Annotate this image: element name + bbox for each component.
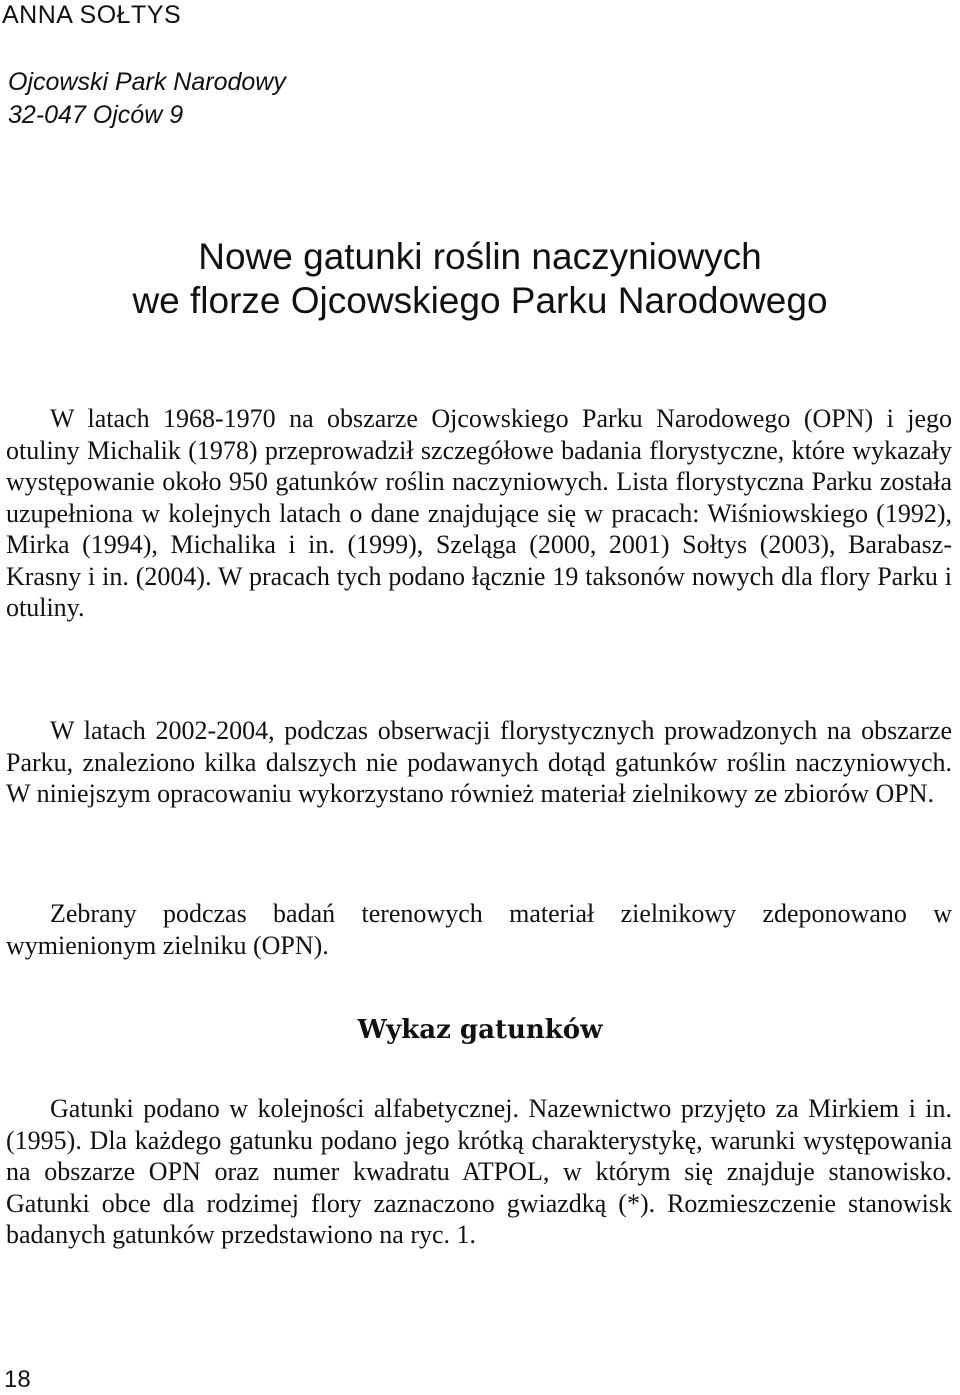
author-name: ANNA SOŁTYS	[2, 1, 182, 29]
body-paragraph-2: W latach 2002-2004, podczas obserwacji florystycznych prowadzonych na obszarze Parku, znaleziono kilka dalszych nie podawanych dotąd gatunków roślin naczyniowych. W niniejszym opracowaniu wykorzystano również materiał zielnikowy ze zbiorów OPN.	[6, 716, 952, 808]
article-title-line-2: we florze Ojcowskiego Parku Narodowego	[132, 280, 828, 321]
section-heading: Wykaz gatunków	[357, 1015, 603, 1045]
article-title-line-1: Nowe gatunki roślin naczyniowych	[198, 236, 762, 277]
page-number: 18	[4, 1366, 31, 1393]
affiliation-institution: Ojcowski Park Narodowy	[8, 68, 286, 96]
affiliation-address: 32-047 Ojców 9	[8, 101, 184, 129]
body-paragraph-3: Zebrany podczas badań terenowych materiał zielnikowy zdeponowano w wymienionym zielniku (OPN).	[6, 899, 952, 960]
body-paragraph-4: Gatunki podano w kolejności alfabetycznej. Nazewnictwo przyjęto za Mirkiem i in. (1995). Dla każdego gatunku podano jego krótką charakterystykę, warunki występowania na obszarze OPN oraz numer kwadratu ATPOL, w którym się znajduje stanowisko. Gatunki obce dla rodzimej flory zaznaczono gwiazdką (*). Rozmieszczenie stanowisk badanych gatunków przedstawiono na ryc. 1.	[6, 1094, 952, 1249]
body-paragraph-1: W latach 1968-1970 na obszarze Ojcowskiego Parku Narodowego (OPN) i jego otuliny Michalik (1978) przeprowadził szczegółowe badania florystyczne, które wykazały występowanie około 950 gatunków roślin naczyniowych. Lista florystyczna Parku została uzupełniona w kolejnych latach o dane znajdujące się w pracach: Wiśniowskiego (1992), Mirka (1994), Michalika i in. (1999), Szeląga (2000, 2001) Sołtys (2003), Barabasz-Krasny i in. (2004). W pracach tych podano łącznie 19 taksonów nowych dla flory Parku i otuliny.	[6, 404, 952, 622]
